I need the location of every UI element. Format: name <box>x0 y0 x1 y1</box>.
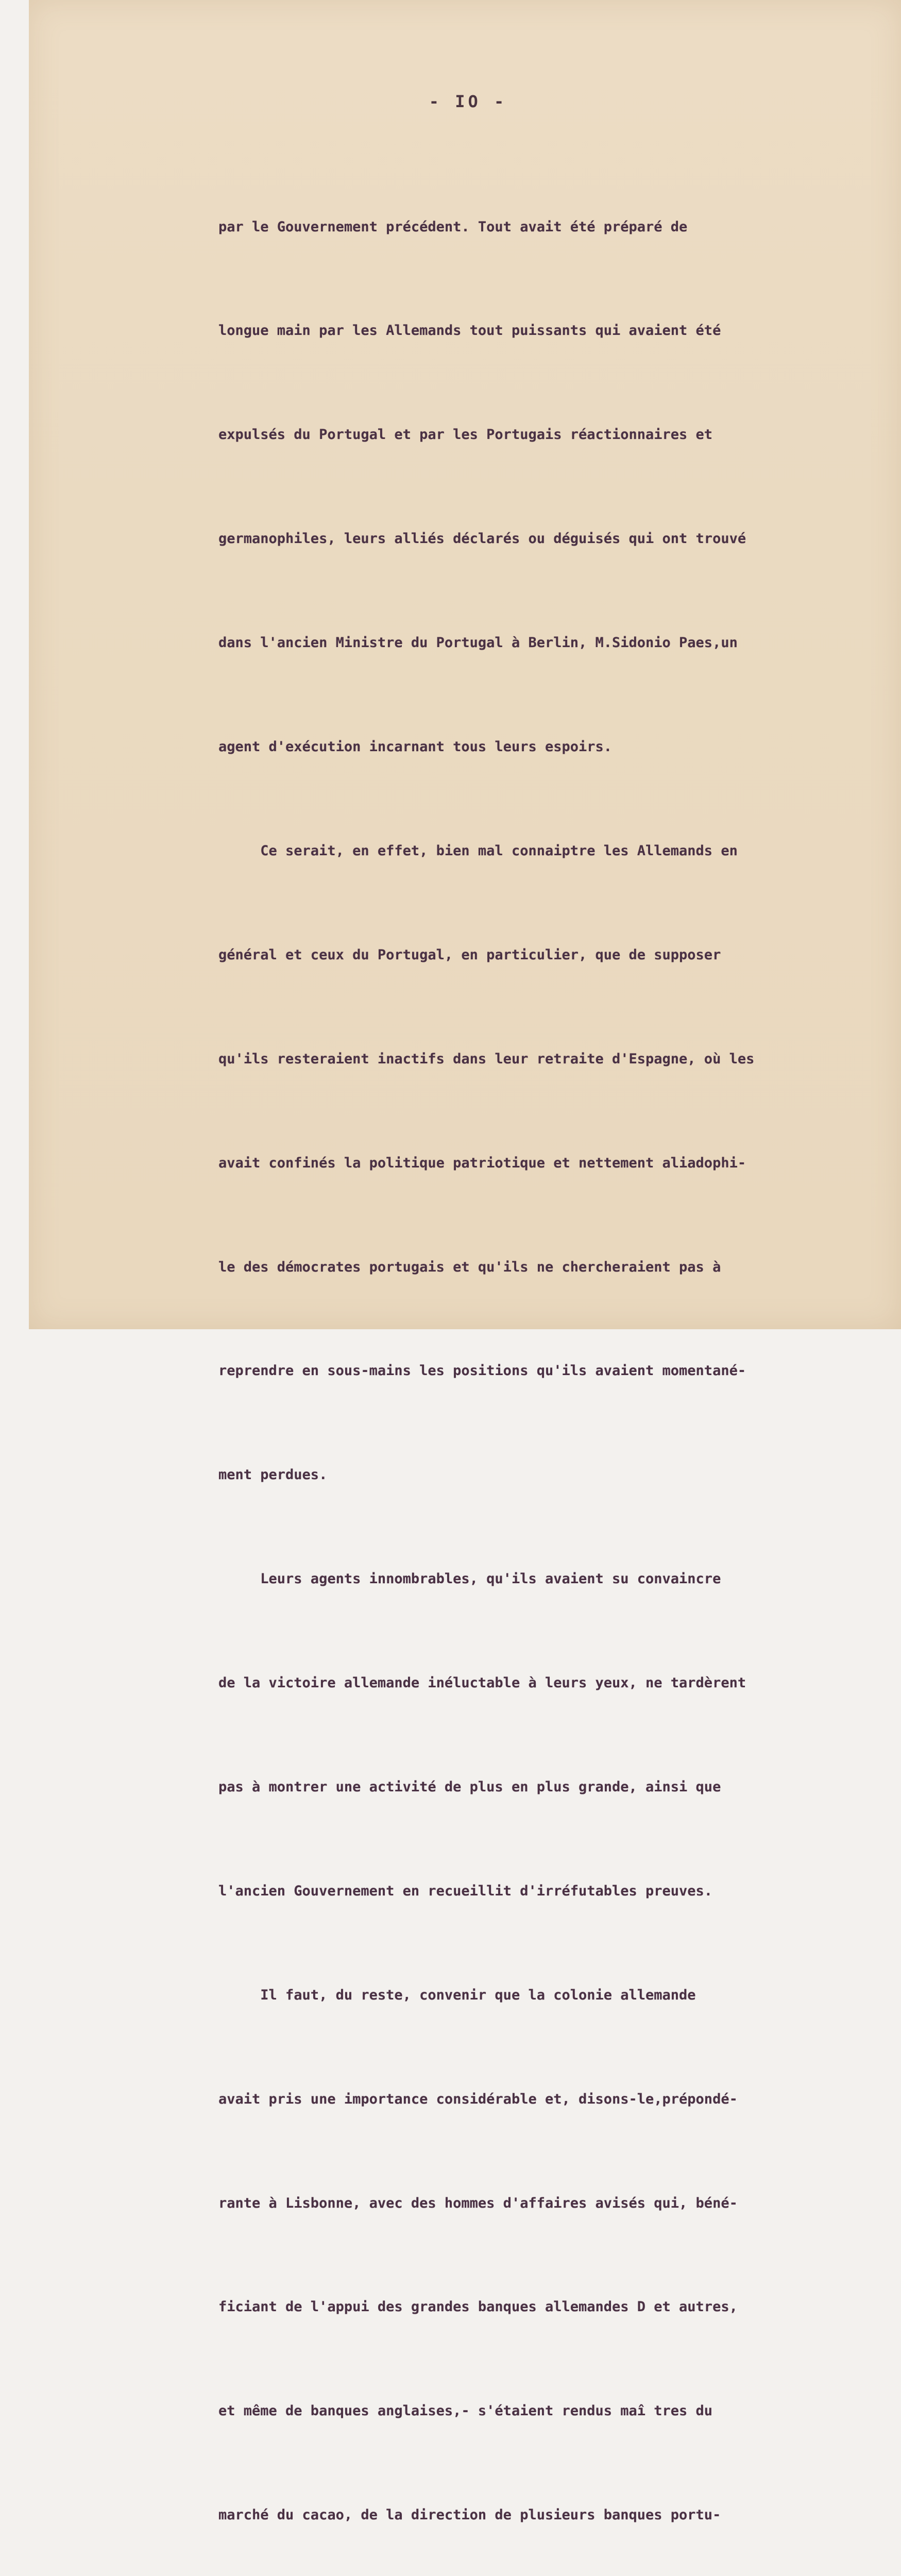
text-line: Ce serait, en effet, bien mal connaiptre les Allemands en <box>218 842 738 859</box>
text-line: le des démocrates portugais et qu'ils ne chercheraient pas à <box>218 1259 721 1275</box>
text-line: par le Gouvernement précédent. Tout avait été préparé de <box>218 218 688 235</box>
page-number: - IO - <box>429 92 507 111</box>
text-line: qu'ils resteraient inactifs dans leur retraite d'Espagne, où les <box>218 1050 755 1067</box>
text-line: ficiant de l'appui des grandes banques allemandes D et autres, <box>218 2299 738 2315</box>
text-line: rante à Lisbonne, avec des hommes d'affaires avisés qui, béné- <box>218 2195 738 2211</box>
text-line: général et ceux du Portugal, en particulier, que de supposer <box>218 946 721 963</box>
text-line: Il faut, du reste, convenir que la colonie allemande <box>218 1987 696 2003</box>
text-line: reprendre en sous-mains les positions qu'ils avaient momentané- <box>218 1363 746 1379</box>
text-line: agent d'exécution incarnant tous leurs espoirs. <box>218 739 613 755</box>
text-line: avait confinés la politique patriotique et nettement aliadophi- <box>218 1155 746 1171</box>
text-line: l'ancien Gouvernement en recueillit d'irréfutables preuves. <box>218 1883 713 1899</box>
text-line: germanophiles, leurs alliés déclarés ou déguisés qui ont trouvé <box>218 531 746 547</box>
text-line: dans l'ancien Ministre du Portugal à Berlin, M.Sidonio Paes,un <box>218 635 738 651</box>
text-line: ment perdues. <box>218 1467 328 1483</box>
text-line: avait pris une importance considérable et, disons-le,prépondé- <box>218 2091 738 2107</box>
text-line: expulsés du Portugal et par les Portugais réactionnaires et <box>218 427 713 443</box>
text-line: longue main par les Allemands tout puissants qui avaient été <box>218 323 721 339</box>
text-line: pas à montrer une activité de plus en plus grande, ainsi que <box>218 1778 721 1795</box>
text-line: marché du cacao, de la direction de plusieurs banques portu- <box>218 2507 721 2523</box>
text-line: Leurs agents innombrables, qu'ils avaient su convaincre <box>218 1571 721 1587</box>
text-line: et même de banques anglaises,- s'étaient rendus maî tres du <box>218 2403 713 2419</box>
text-line: de la victoire allemande inéluctable à leurs yeux, ne tardèrent <box>218 1675 746 1691</box>
typed-text-body <box>218 140 883 2576</box>
